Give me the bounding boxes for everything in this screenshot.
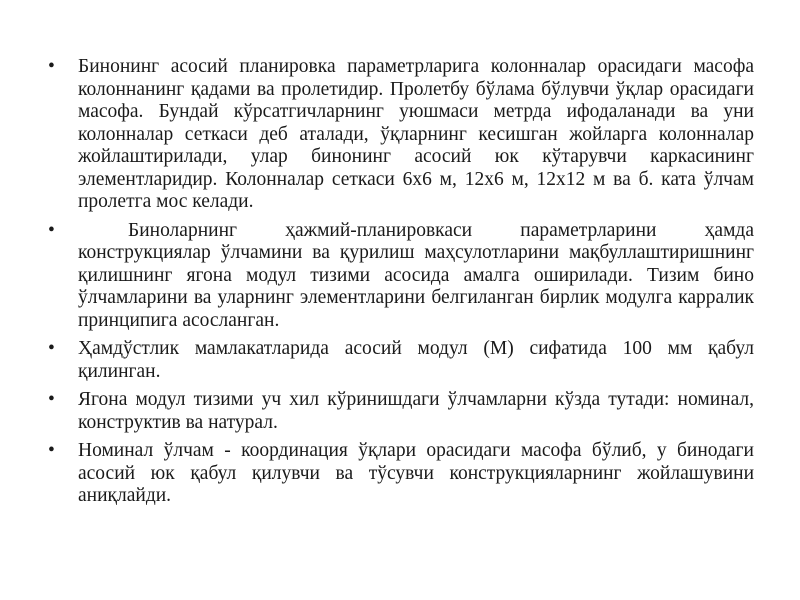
bullet-text: Биноларнинг ҳажмий-планировкаси параметрларини ҳамда конструкциялар ўлчамини ва қурилиш маҳсулотларини мақбуллаштиришнинг қилишнинг ягона модул тизими асосида амалга оширилади. Тизим бино ўлчамларини ва уларнинг элементларини белгиланган бирлик модулга карралик принципига асосланган.	[78, 219, 754, 331]
bullet-item-5	[44, 440, 754, 508]
bullet-dot-icon: •	[48, 219, 55, 241]
bullet-list	[44, 56, 754, 514]
bullet-item-3	[44, 338, 754, 383]
bullet-text: Ягона модул тизими уч хил кўринишдаги ўлчамларни кўзда тутади: номинал, конструктив ва натурал.	[78, 389, 754, 433]
bullet-text: Ҳамдўстлик мамлакатларида асосий модул (М) сифатида 100 мм қабул қилинган.	[78, 338, 754, 382]
bullet-dot-icon: •	[48, 389, 55, 410]
bullet-item-1	[44, 56, 754, 214]
bullet-text: Бинонинг асосий планировка параметрларига колонналар орасидаги масофа колоннанинг қадами ва пролетидир. Пролетбу бўлама бўлувчи ўқлар орасидаги масофа. Бундай кўрсатгичларнинг уюшмаси метрда ифодаланади ва уни колонналар сеткаси деб аталади, ўқларнинг кесишган жойларга колонналар жойлаштирилади, улар бинонинг асосий юк кўтарувчи каркасининг элементларидир. Колонналар сеткаси 6х6 м, 12х6 м, 12х12 м ва б. ката ўлчам пролетга мос келади.	[78, 56, 754, 212]
bullet-item-2	[44, 220, 754, 333]
bullet-dot-icon: •	[48, 56, 55, 77]
bullet-text: Номинал ўлчам - координация ўқлари орасидаги масофа бўлиб, у бинодаги асосий юк қабул қилувчи ва тўсувчи конструкцияларнинг жойлашувини аниқлайди.	[78, 440, 754, 506]
bullet-dot-icon: •	[48, 440, 55, 461]
bullet-dot-icon: •	[48, 338, 55, 359]
bullet-item-4	[44, 389, 754, 434]
